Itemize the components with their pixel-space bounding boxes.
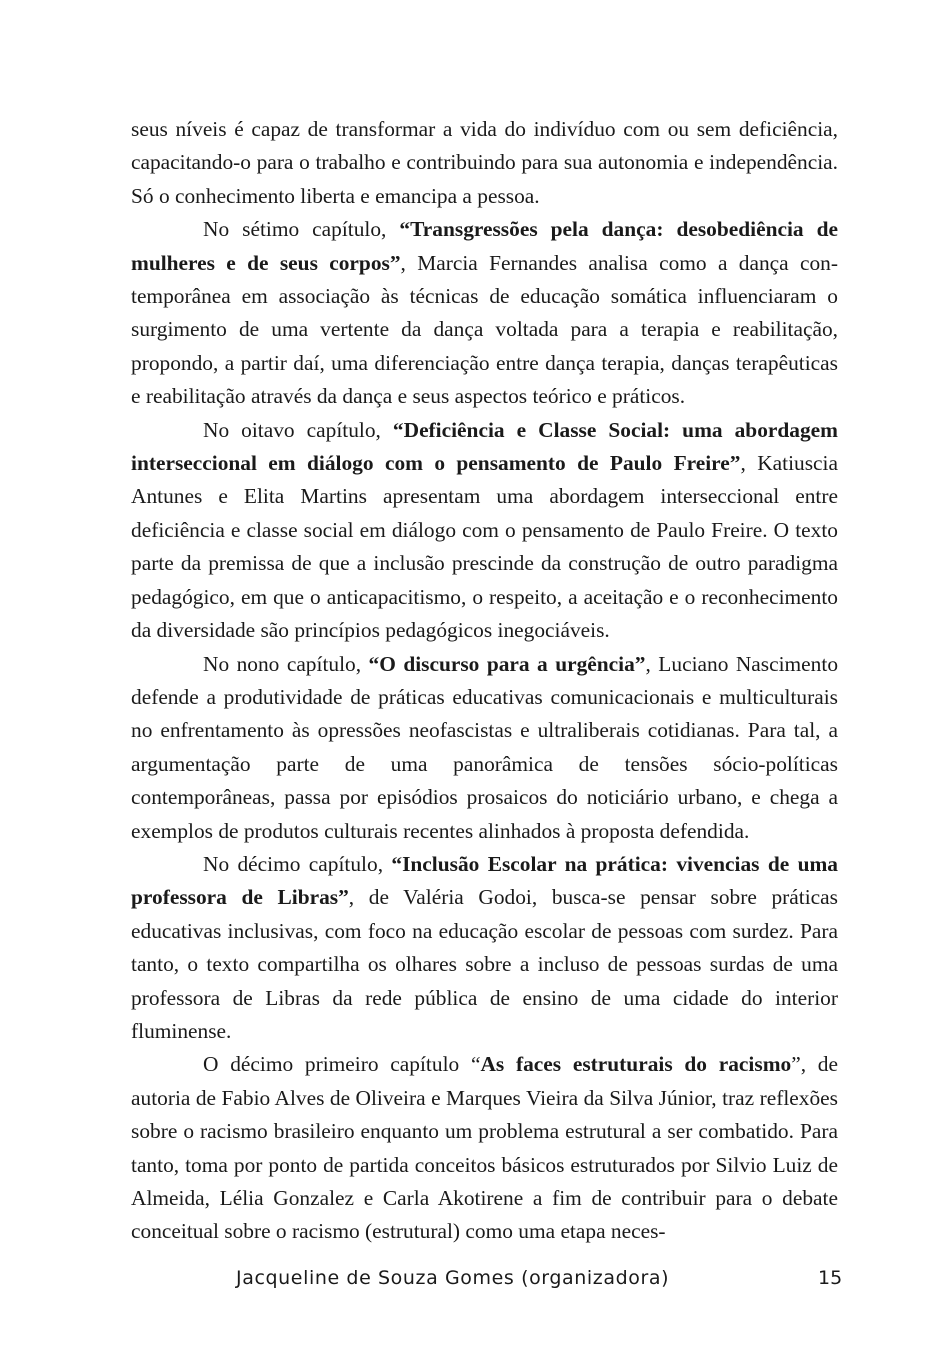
paragraph-text: No décimo capítulo, (203, 851, 392, 876)
paragraph-text: , Luciano Nascimento defende a produtividade de práticas educativas comunicacionais e multiculturais no enfrentamento às opressões neofascistas e ultraliberais cotidianas. Para tal, a argumentação parte de uma panorâmica de tensões sócio-políticas contemporâneas, passa por episódios prosaicos do noticiário urbano, e chega a exemplos de produtos culturais recentes alinhados à proposta defendida. (131, 651, 839, 843)
body-text (131, 113, 838, 1249)
chapter-title-emphasis: “Inclusão Escolar na prática: vivencias de uma professora de Libras” (131, 851, 838, 910)
chapter-title-emphasis: “Deficiência e Classe Social: uma abordagem interseccional em diálogo com o pensamento de Paulo Freire” (131, 417, 838, 476)
running-footer-title: Jacqueline de Souza Gomes (organizadora) (236, 1267, 670, 1289)
page-footer (0, 1267, 945, 1297)
paragraph (131, 848, 838, 1048)
chapter-title-emphasis: As faces estruturais do racismo (480, 1052, 792, 1077)
paragraph-text: seus níveis é capaz de transformar a vida do indivíduo com ou sem deficiência, capacitando-o para o trabalho e contribuindo para sua autonomia e independência. Só o conhecimento liberta e emancipa a pessoa. (131, 117, 838, 208)
paragraph (131, 213, 838, 413)
paragraph (131, 113, 838, 213)
page-number: 15 (818, 1267, 843, 1289)
paragraph (131, 648, 838, 848)
chapter-title-emphasis: “O discurso para a urgência” (368, 651, 646, 676)
paragraph-text: No nono capítulo, (203, 651, 369, 676)
paragraph-text: ”, de autoria de Fabio Alves de Oliveira e Marques Vieira da Silva Júnior, traz reflexões sobre o racismo brasileiro enquanto um problema estrutural a ser combatido. Para tanto, toma por ponto de partida conceitos básicos estruturados por Silvio Luiz de Almeida, Lélia Gonzalez e Carla Akotirene a fim de contribuir para o debate conceitual sobre o racismo (estrutural) como uma etapa neces- (131, 1052, 838, 1244)
chapter-title-emphasis: “Transgressões pela dança: desobediência de mulheres e de seus corpos” (131, 217, 838, 275)
paragraph-text: , de Valéria Godoi, busca-se pensar sobre práticas educativas inclusivas, com foco na educação escolar de pessoas com surdez. Para tanto, o texto compartilha os olhares sobre a incluso de pessoas surdas de uma professora de Libras da rede pública de ensino de uma cidade do interior fluminense. (131, 885, 838, 1043)
paragraph-text: , Marcia Fernandes analisa como a dança contemporânea em associação às técnicas de educação somática influenciaram o surgimento de uma vertente da dança voltada para a terapia e reabilitação, propondo, a partir daí, uma diferenciação entre dança terapia, danças terapêuticas e reabilitação através da dança e seus aspectos teórico e práticos. (131, 250, 838, 409)
paragraph-text: O décimo primeiro capítulo “ (203, 1052, 481, 1077)
paragraph-text: , Katiuscia Antunes e Elita Martins apresentam uma abordagem interseccional entre deficiência e classe social em diálogo com o pensamento de Paulo Freire. O texto parte da premissa de que a inclusão prescinde da construção de outro paradigma pedagógico, em que o anticapacitismo, o respeito, a aceitação e o reconhecimento da diversidade são princípios pedagógicos inegociáveis. (131, 451, 838, 643)
paragraph-text: No oitavo capítulo, (203, 417, 393, 442)
paragraph (131, 414, 838, 648)
paragraph-text: No sétimo capítulo, (203, 217, 400, 242)
paragraph (131, 1048, 838, 1248)
